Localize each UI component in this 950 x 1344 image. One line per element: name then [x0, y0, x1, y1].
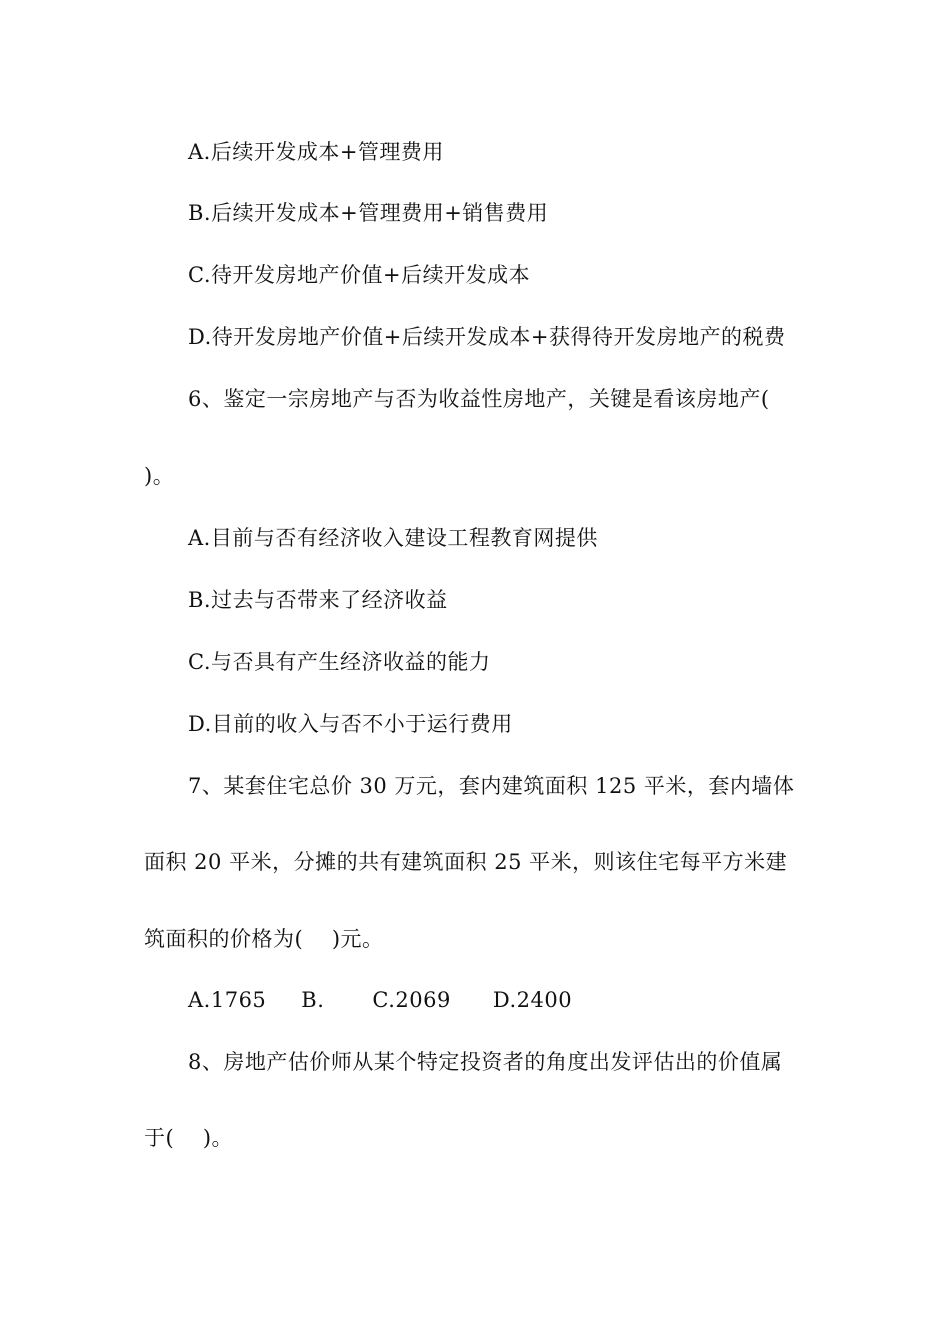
- q6-option-a: A.目前与否有经济收入建设工程教育网提供: [188, 526, 598, 550]
- q7-option-c: C.2069: [372, 988, 451, 1012]
- q5-option-b: B.后续开发成本+管理费用+销售费用: [188, 201, 549, 225]
- q7-stem-line2: 面积 20 平米，分摊的共有建筑面积 25 平米，则该住宅每平方米建: [144, 850, 788, 874]
- q6-option-c: C.与否具有产生经济收益的能力: [188, 650, 491, 674]
- q7-option-a: A.1765: [188, 988, 267, 1012]
- q6-stem-line2: )。: [144, 464, 175, 488]
- q6-stem-line1: 6、鉴定一宗房地产与否为收益性房地产，关键是看该房地产(: [188, 387, 770, 411]
- q5-option-a: A.后续开发成本+管理费用: [188, 140, 444, 164]
- q5-option-c: C.待开发房地产价值+后续开发成本: [188, 263, 531, 287]
- q8-stem-line2: 于( )。: [144, 1126, 234, 1150]
- q5-option-d: D.待开发房地产价值+后续开发成本+获得待开发房地产的税费: [188, 325, 786, 349]
- q6-option-b: B.过去与否带来了经济收益: [188, 588, 448, 612]
- q8-stem-line1: 8、房地产估价师从某个特定投资者的角度出发评估出的价值属: [188, 1050, 783, 1074]
- q7-option-d: D.2400: [492, 988, 573, 1012]
- q7-stem-line1: 7、某套住宅总价 30 万元，套内建筑面积 125 平米，套内墙体: [188, 774, 795, 798]
- q7-stem-line3: 筑面积的价格为( )元。: [144, 927, 384, 951]
- q7-options-row: [188, 986, 572, 1014]
- q7-option-b: B.: [301, 988, 325, 1012]
- q6-option-d: D.目前的收入与否不小于运行费用: [188, 712, 513, 736]
